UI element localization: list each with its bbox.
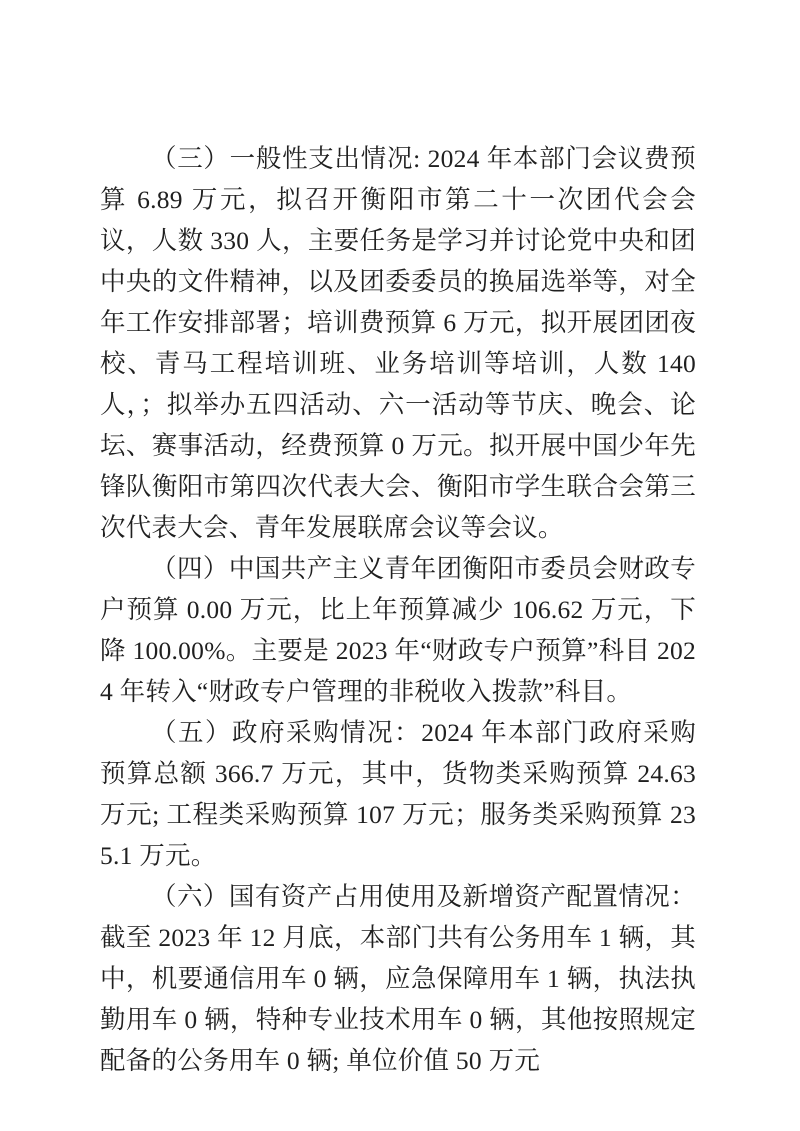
paragraph-section-3: （三）一般性支出情况: 2024 年本部门会议费预算 6.89 万元，拟召开衡阳市第二十一次团代会会议，人数 330 人，主要任务是学习并讨论党中央和团中央的文件精神，以及团委委员的换届选举等，对全年工作安排部署；培训费预算 6 万元，拟开展团团夜校、青马工程培训班、业务培训等培训，人数 140 人，；拟举办五四活动、六一活动等节庆、晚会、论坛、赛事活动，经费预算 0 万元。拟开展中国少年先锋队衡阳市第四次代表大会、衡阳市学生联合会第三次代表大会、青年发展联席会议等会议。: [100, 144, 696, 542]
paragraph-section-6: （六）国有资产占用使用及新增资产配置情况：截至 2023 年 12 月底，本部门共有公务用车 1 辆，其中，机要通信用车 0 辆，应急保障用车 1 辆，执法执勤用车 0 辆，特种专业技术用车 0 辆，其他按照规定配备的公务用车 0 辆; 单位价值 50 万元: [100, 882, 696, 1075]
paragraph-section-5: （五）政府采购情况：2024 年本部门政府采购预算总额 366.7 万元，其中，货物类采购预算 24.63 万元; 工程类采购预算 107 万元；服务类采购预算 235.1 万元。: [100, 718, 696, 870]
document-body: [100, 138, 696, 1081]
paragraph-section-4: （四）中国共产主义青年团衡阳市委员会财政专户预算 0.00 万元，比上年预算减少 106.62 万元，下降 100.00%。主要是 2023 年“财政专户预算”科目 2024 年转入“财政专户管理的非税收入拨款”科目。: [100, 554, 696, 706]
